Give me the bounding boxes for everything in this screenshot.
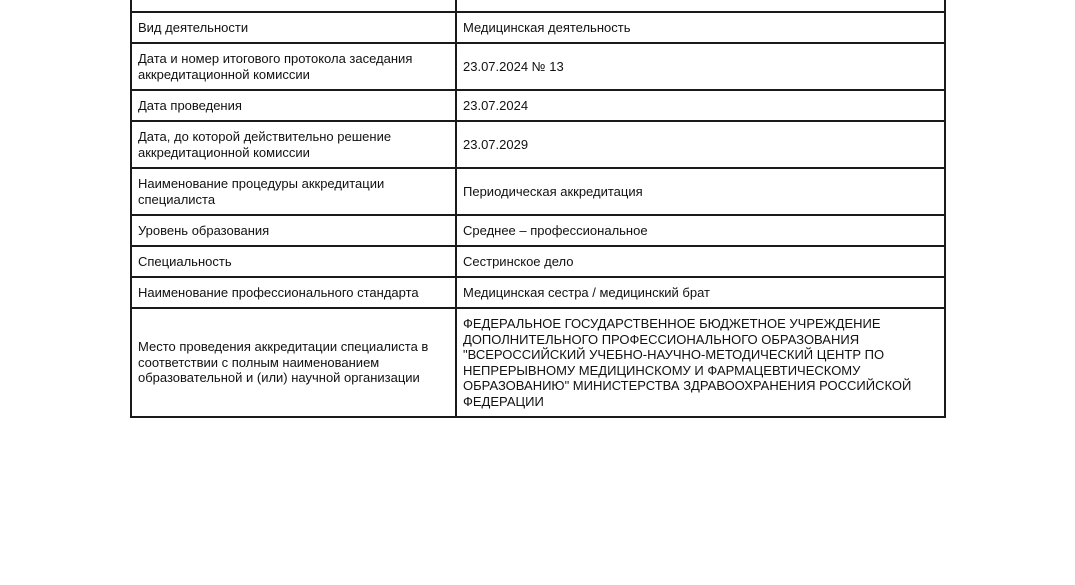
table-row-protocol xyxy=(131,43,945,90)
table-row-valid-until xyxy=(131,121,945,168)
cell-value: ФЕДЕРАЛЬНОЕ ГОСУДАРСТВЕННОЕ БЮДЖЕТНОЕ УЧРЕЖДЕНИЕ ДОПОЛНИТЕЛЬНОГО ПРОФЕССИОНАЛЬНОГО ОБРАЗОВАНИЯ "ВСЕРОССИЙСКИЙ УЧЕБНО-НАУЧНО-МЕТОДИЧЕСКИЙ ЦЕНТР ПО НЕПРЕРЫВНОМУ МЕДИЦИНСКОМУ И ФАРМАЦЕВТИЧЕСКОМУ ОБРАЗОВАНИЮ" МИНИСТЕРСТВА ЗДРАВООХРАНЕНИЯ РОССИЙСКОЙ ФЕДЕРАЦИИ xyxy=(456,308,945,417)
cell-label: Уровень образования xyxy=(131,215,456,246)
cell-label: Наименование процедуры аккредитации специалиста xyxy=(131,168,456,215)
table-row-education-level xyxy=(131,215,945,246)
cell-label xyxy=(131,0,456,12)
cell-label: Место проведения аккредитации специалиста в соответствии с полным наименованием образовательной и (или) научной организации xyxy=(131,308,456,417)
cell-value: 23.07.2024 № 13 xyxy=(456,43,945,90)
cell-label: Специальность xyxy=(131,246,456,277)
cell-value: Сестринское дело xyxy=(456,246,945,277)
cell-label: Дата и номер итогового протокола заседания аккредитационной комиссии xyxy=(131,43,456,90)
table-row-professional-standard xyxy=(131,277,945,308)
table-row-specialty xyxy=(131,246,945,277)
cell-label: Наименование профессионального стандарта xyxy=(131,277,456,308)
table-row-location xyxy=(131,308,945,417)
cell-value: Периодическая аккредитация xyxy=(456,168,945,215)
cell-value: Медицинская деятельность xyxy=(456,12,945,43)
cell-label: Дата, до которой действительно решение аккредитационной комиссии xyxy=(131,121,456,168)
cell-label: Дата проведения xyxy=(131,90,456,121)
table-row-date-held xyxy=(131,90,945,121)
cell-value: 23.07.2024 xyxy=(456,90,945,121)
cell-label: Вид деятельности xyxy=(131,12,456,43)
accreditation-details-table xyxy=(130,0,946,418)
cell-value xyxy=(456,0,945,12)
table-row-activity-type xyxy=(131,12,945,43)
cell-value: Медицинская сестра / медицинский брат xyxy=(456,277,945,308)
cell-value: 23.07.2029 xyxy=(456,121,945,168)
table-row-procedure xyxy=(131,168,945,215)
cell-value: Среднее – профессиональное xyxy=(456,215,945,246)
table-row-cut-off xyxy=(131,0,945,12)
